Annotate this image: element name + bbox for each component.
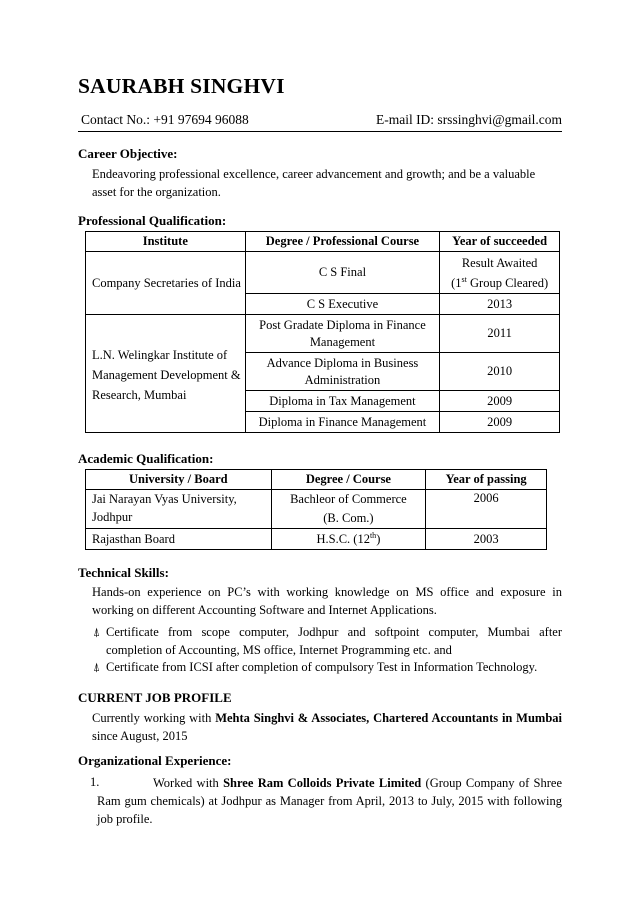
column-header: University / Board (86, 470, 272, 490)
course-cell: Diploma in Tax Management (245, 391, 440, 412)
year-cell: Result Awaited (1st Group Cleared) (440, 252, 560, 294)
list-item: Certificate from scope computer, Jodhpur and softpoint computer, Mumbai after completion of Accounting, MS office, Internet Programming etc. and (106, 625, 562, 657)
course-cell: C S Executive (245, 294, 440, 315)
column-header: Degree / Course (271, 470, 426, 490)
bullet-icon: ⍋ (93, 660, 101, 674)
bullet-icon: ⍋ (93, 625, 101, 639)
table-row (86, 315, 560, 353)
list-item: Certificate from ICSI after completion of compulsory Test in Information Technology. (106, 660, 538, 674)
academic-qualification-table (85, 469, 547, 550)
course-cell: Post Gradate Diploma in Finance Management (245, 315, 440, 353)
list-item: Worked with Shree Ram Colloids Private Limited (Group Company of Shree Ram gum chemicals) at Jodhpur as Manager from April, 2013 to July, 2015 with following job profile. (97, 776, 563, 826)
current-job-text: Currently working with Mehta Singhvi & Associates, Chartered Accountants in Mumbai since August, 2015 (92, 711, 563, 743)
career-objective-text: Endeavoring professional excellence, career advancement and growth; and be a valuable asset for the organization. (92, 167, 536, 199)
year-cell: 2009 (440, 412, 560, 433)
board-cell: Jai Narayan Vyas University, Jodhpur (86, 490, 272, 529)
column-header: Institute (86, 232, 246, 252)
contact-line (78, 112, 562, 132)
organizational-experience-heading: Organizational Experience: (78, 753, 232, 768)
year-cell: 2013 (440, 294, 560, 315)
column-header: Year of succeeded (440, 232, 560, 252)
column-header: Year of passing (426, 470, 547, 490)
professional-qualification-table (85, 231, 560, 433)
candidate-name: SAURABH SINGHVI (78, 74, 285, 98)
board-cell: Rajasthan Board (86, 529, 272, 550)
year-cell: 2003 (426, 529, 547, 550)
technical-skills-text: Hands-on experience on PC’s with working knowledge on MS office and exposure in working on different Accounting Software and Internet Applications. (92, 585, 562, 617)
year-cell: 2011 (440, 315, 560, 353)
degree-cell: H.S.C. (12th) (271, 529, 426, 550)
list-number: 1. (90, 775, 100, 789)
company-name: Shree Ram Colloids Private Limited (223, 776, 422, 790)
technical-skills-heading: Technical Skills: (78, 565, 169, 580)
academic-qualification-heading: Academic Qualification: (78, 451, 214, 466)
course-cell: Advance Diploma in Business Administration (245, 353, 440, 391)
employer-name: Mehta Singhvi & Associates, Chartered Accountants in Mumbai (215, 711, 563, 725)
career-objective-heading: Career Objective: (78, 146, 178, 161)
course-cell: C S Final (245, 252, 440, 294)
institute-cell: L.N. Welingkar Institute of Management Development & Research, Mumbai (86, 315, 246, 433)
year-cell: 2006 (426, 490, 547, 529)
professional-qualification-heading: Professional Qualification: (78, 213, 227, 228)
current-job-heading: CURRENT JOB PROFILE (78, 690, 232, 705)
table-row (86, 490, 547, 529)
year-cell: 2010 (440, 353, 560, 391)
email-address: E-mail ID: srssinghvi@gmail.com (375, 112, 562, 127)
table-row (86, 529, 547, 550)
institute-cell: Company Secretaries of India (86, 252, 246, 315)
course-cell: Diploma in Finance Management (245, 412, 440, 433)
table-row (86, 252, 560, 294)
year-cell: 2009 (440, 391, 560, 412)
phone-number: Contact No.: +91 97694 96088 (81, 112, 249, 127)
column-header: Degree / Professional Course (245, 232, 440, 252)
degree-cell: Bachleor of Commerce (B. Com.) (271, 490, 426, 529)
